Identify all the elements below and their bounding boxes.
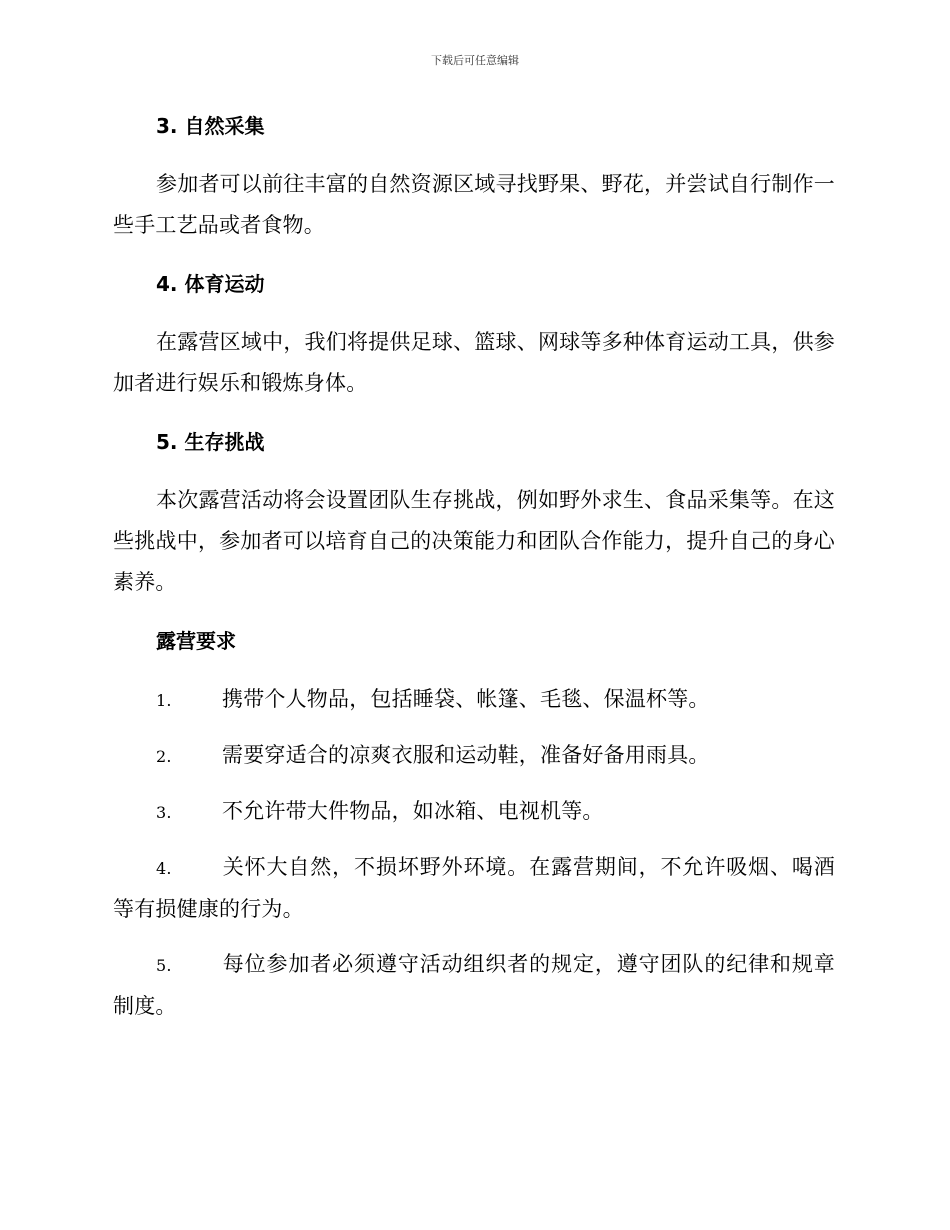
document-body (113, 110, 835, 1027)
requirement-item-number: 4. (156, 859, 172, 878)
requirement-item-text: 携带个人物品，包括睡袋、帐篷、毛毯、保温杯等。 (222, 687, 710, 711)
section-heading-survival-challenge: 5. 生存挑战 (156, 430, 265, 454)
requirement-item (113, 791, 835, 833)
requirement-item (113, 847, 835, 930)
requirement-item-number: 1. (156, 691, 172, 710)
requirement-item (113, 679, 835, 721)
requirement-item (113, 944, 835, 1027)
requirement-item-text: 不允许带大件物品，如冰箱、电视机等。 (222, 799, 604, 823)
requirement-item-text: 每位参加者必须遵守活动组织者的规定，遵守团队的纪律和规章制度。 (113, 952, 835, 1018)
section-heading-sports: 4. 体育运动 (156, 272, 265, 296)
requirement-item-text: 关怀大自然，不损坏野外环境。在露营期间，不允许吸烟、喝酒等有损健康的行为。 (113, 855, 835, 921)
requirements-heading: 露营要求 (156, 629, 236, 653)
section-heading-natural-gathering: 3. 自然采集 (156, 114, 265, 138)
requirement-item-number: 2. (156, 747, 172, 766)
requirement-item-number: 5. (156, 956, 172, 975)
section-paragraph-survival-challenge: 本次露营活动将会设置团队生存挑战，例如野外求生、食品采集等。在这些挑战中，参加者可以培育自己的决策能力和团队合作能力，提升自己的身心素养。 (113, 488, 835, 594)
page-header: 下载后可任意编辑 (431, 54, 519, 67)
section-paragraph-sports: 在露营区域中，我们将提供足球、篮球、网球等多种体育运动工具，供参加者进行娱乐和锻炼身体。 (113, 330, 835, 395)
section-paragraph-natural-gathering: 参加者可以前往丰富的自然资源区域寻找野果、野花，并尝试自行制作一些手工艺品或者食物。 (113, 172, 835, 237)
requirement-item-text: 需要穿适合的凉爽衣服和运动鞋，准备好备用雨具。 (222, 743, 710, 767)
requirement-item (113, 735, 835, 777)
requirement-item-number: 3. (156, 803, 172, 822)
